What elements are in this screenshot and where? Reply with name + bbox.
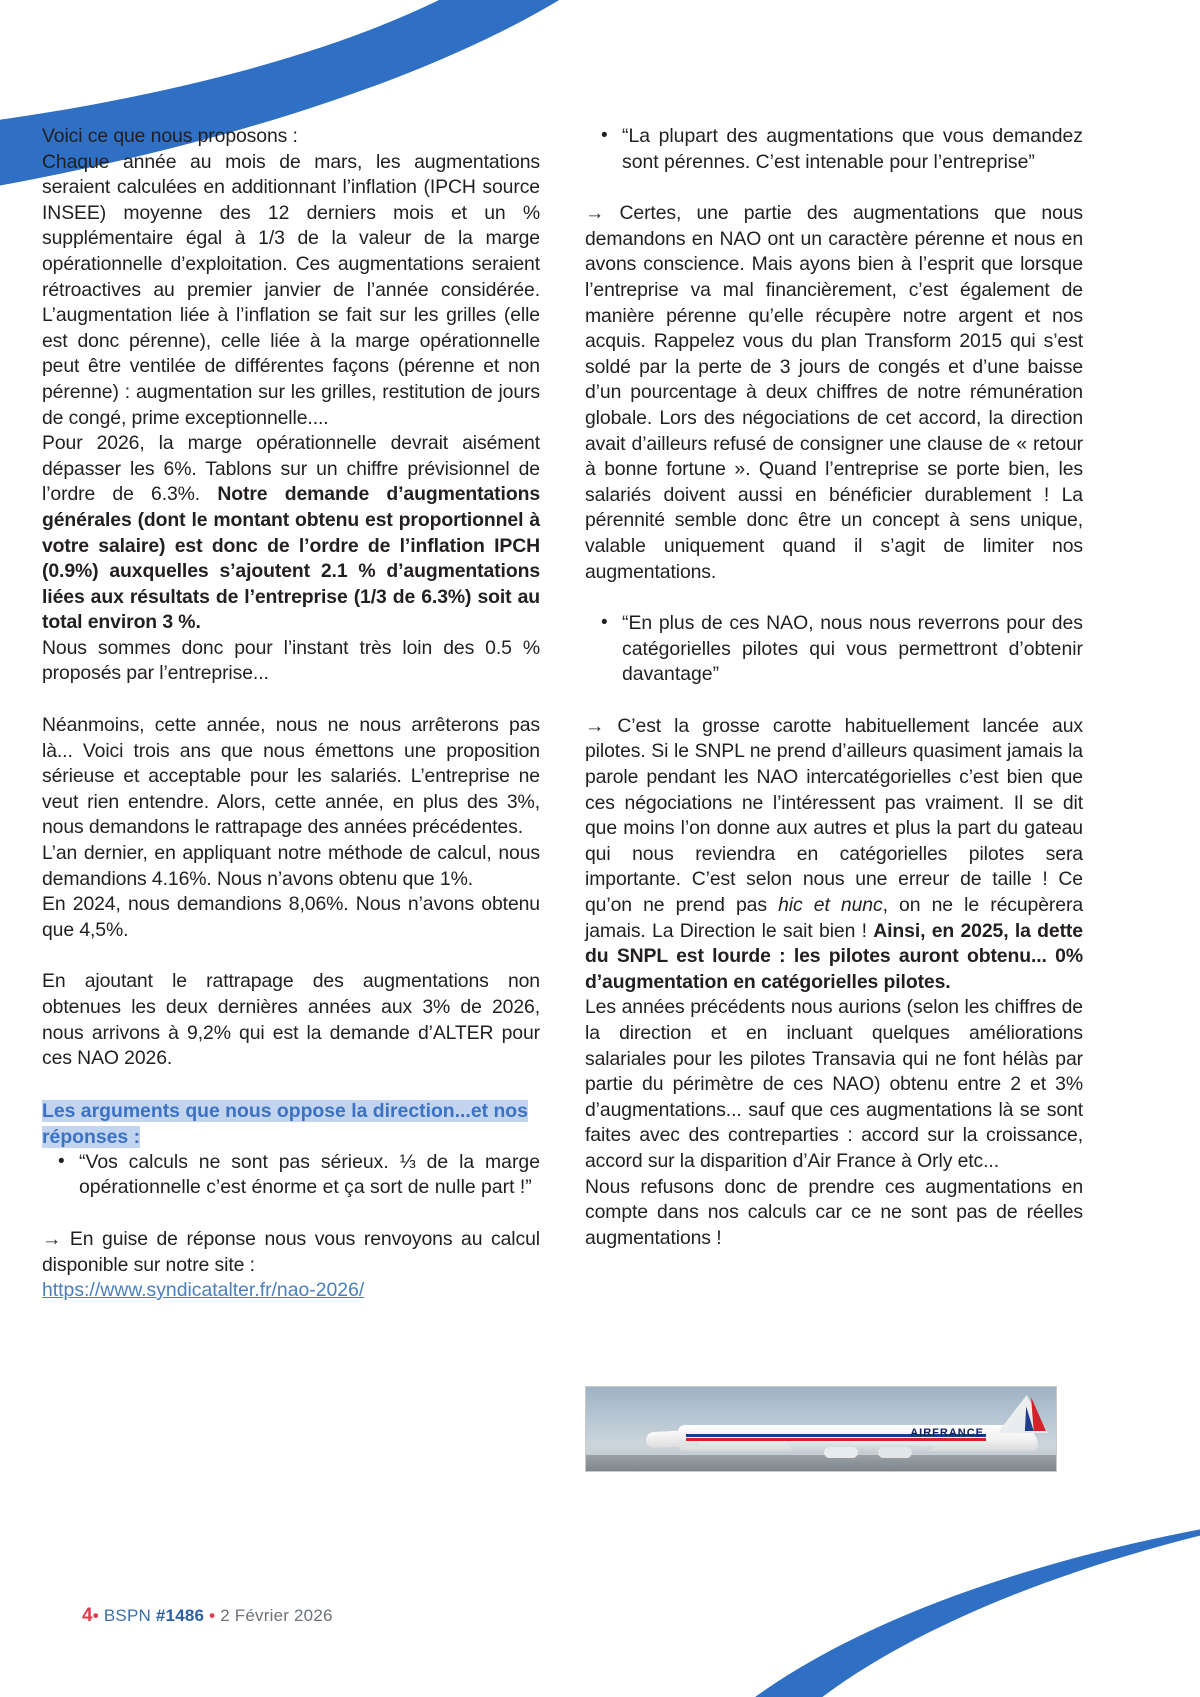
paragraph-last-year-figures: L’an dernier, en appliquant notre méthode de calcul, nous demandions 4.16%. Nous n’avons obtenu que 1%.: [42, 842, 540, 890]
paragraph-response-categorielles: [585, 714, 1083, 996]
response-text-part-a: → C’est la grosse carotte habituellement lancée aux pilotes. Si le SNPL ne prend d’ailleurs quasiment jamais la parole pendant les NAO intercatégorielles c’est bien que ces négociations ne l’intéressent pas vraiment. Il se dit que moins l’on donne aux autres et plus la part du gateau qui nous reviendra en catégorielles pilotes sera importante. C’est selon nous une erreur de taille ! Ce qu’on ne prend pas: [585, 714, 1083, 917]
two-column-layout: [0, 124, 1200, 1304]
footer-date: 2 Février 2026: [220, 1606, 333, 1625]
section-heading-highlight: Les arguments que nous oppose la direction...et nos réponses :: [42, 1099, 528, 1148]
paragraph-spacer-3: [42, 1072, 540, 1098]
bottom-white-swoosh-decoration: [687, 1486, 1200, 1697]
paragraph-spacer-2: [42, 943, 540, 969]
paragraph-response-perennial: → Certes, une partie des augmentations que nous demandons en NAO ont un caractère pérenne et nous en avons conscience. Mais ayons bien à l’esprit que lorsque l’entreprise va mal financièrement, c’est également de manière pérenne qu’elle récupère notre argent et nos acquis. Rappelez vous du plan Transform 2015 qui s’est soldé par la perte de 3 jours de congés et d’une baisse d’un pourcentage à deux chiffres de notre rémunération globale. Lors des négociations de cet accord, la direction avait d’ailleurs refusé de consigner une clause de « retour à bonne fortune ». Quand l’entreprise se porte bien, les salariés doivent aussi en bénéficier durablement ! La pérennité semble donc être un concept à sens unique, valable uniquement quand il s’agit de limiter nos augmentations.: [585, 202, 1083, 583]
nao-2026-site-link[interactable]: https://www.syndicatalter.fr/nao-2026/: [42, 1279, 365, 1302]
paragraph-proposal-method: Chaque année au mois de mars, les augmentations seraient calculées en additionnant l’inflation (IPCH source INSEE) moyenne des 12 derniers mois et un % supplémentaire égal à 1/3 de la valeur de la marge opérationnelle d’exploitation. Ces augmentations seraient rétroactives au premier janvier de l’année considérée. L’augmentation liée à l’inflation se fait sur les grilles (elle est donc pérenne), celle liée à la marge opérationnelle peut être ventilée de différentes façons (pérenne et non pérenne) : augmentation sur les grilles, restitution de jours de congé, prime exceptionnelle....: [42, 150, 540, 429]
paragraph-far-from-offer: Nous sommes donc pour l’instant très loin des 0.5 % proposés par l’entreprise...: [42, 636, 540, 685]
footer-separator-2: •: [209, 1606, 216, 1625]
paragraph-response-website: → En guise de réponse nous vous renvoyons au calcul disponible sur notre site :: [42, 1227, 540, 1276]
response-text-part-b: , on ne le récupèrera jamais. La Direction le sait bien !: [585, 894, 1084, 942]
demand-normal-text: Pour 2026, la marge opérationnelle devrait aisément dépasser les 6%. Tablons sur un chiffre prévisionnel de l’ordre de 6.3%.: [42, 432, 540, 506]
aircraft-engine-2: [878, 1447, 912, 1458]
response-latin-phrase: hic et nunc: [778, 894, 883, 917]
demand-bold-text: Notre demande d’augmentations générales (dont le montant obtenu est proportionnel à votre salaire) est donc de l’ordre de l’inflation IPCH (0.9%) auxquelles s’ajoutent 2.1 % d’augmentations liées aux résultats de l’entreprise (1/3 de 6.3%) soit au total environ 3 %.: [42, 483, 541, 634]
paragraph-spacer-1: [42, 687, 540, 713]
air-france-aircraft-photo: [585, 1386, 1057, 1472]
airfrance-livery-text: AIRFRANCE: [910, 1427, 984, 1439]
aircraft-engine-1: [824, 1447, 858, 1458]
photo-ground: [586, 1455, 1056, 1471]
footer-issue-number: #1486: [155, 1606, 205, 1625]
management-arguments-list-right-2: [585, 611, 1083, 688]
paragraph-spacer-r3: [585, 688, 1083, 714]
left-column: [42, 124, 540, 1304]
paragraph-refusal-conclusion: Nous refusons donc de prendre ces augmentations en compte dans nos calculs car ce ne sont pas de réelles augmentations !: [585, 1175, 1083, 1249]
section-heading-arguments: [42, 1098, 540, 1150]
footer-publication-name: BSPN: [103, 1606, 151, 1625]
page-footer: [82, 1605, 333, 1627]
list-item-argument-calculations: • “Vos calculs ne sont pas sérieux. ⅓ de la marge opérationnelle c’est énorme et ça sort de nulle part !”: [42, 1150, 540, 1201]
response-snpl-debt-bold: Ainsi, en 2025, la dette du SNPL est lourde : les pilotes auront obtenu... 0% d’augmentation en catégorielles pilotes.: [585, 919, 1083, 993]
paragraph-spacer-r1: [585, 175, 1083, 201]
paragraph-previous-years: Les années précédents nous aurions (selon les chiffres de la direction et en incluant quelques améliorations salariales pour les pilotes Transavia qui ne font hélàs par partie du périmètre de ces NAO) obtenu entre 2 et 3% d’augmentations... sauf que ces augmentations là se sont faites avec des contreparties : accord sur la croissance, accord sur la disparition d’Air France à Orly etc...: [585, 996, 1083, 1172]
management-arguments-list-right-1: [585, 124, 1083, 175]
paragraph-intro: Voici ce que nous proposons :: [42, 125, 298, 147]
paragraph-spacer-4: [42, 1201, 540, 1227]
paragraph-2024-figures: En 2024, nous demandions 8,06%. Nous n’avons obtenu que 4,5%.: [42, 893, 540, 941]
right-column: [585, 124, 1083, 1304]
paragraph-total-demand-bold: En ajoutant le rattrapage des augmentations non obtenues les deux dernières années aux 3% de 2026, nous arrivons à 9,2% qui est la demande d’ALTER pour ces NAO 2026.: [42, 970, 540, 1070]
paragraph-catchup-intro: Néanmoins, cette année, nous ne nous arrêterons pas là... Voici trois ans que nous émettons une proposition sérieuse et acceptable pour les salariés. L’entreprise ne veut rien entendre. Alors, cette année, en plus des 3%, nous demandons le rattrapage des années précédentes.: [42, 714, 540, 839]
paragraph-2026-demand: [42, 431, 540, 636]
footer-page-number: 4: [82, 1605, 93, 1626]
footer-separator-1: •: [92, 1606, 99, 1625]
management-arguments-list-left: [42, 1150, 540, 1201]
paragraph-spacer-r2: [585, 585, 1083, 611]
list-item-argument-categorielles: • “En plus de ces NAO, nous nous reverrons pour des catégorielles pilotes qui vous permettront d’obtenir davantage”: [585, 611, 1083, 688]
list-item-argument-perennial: • “La plupart des augmentations que vous demandez sont pérennes. C’est intenable pour l’entreprise”: [585, 124, 1083, 175]
